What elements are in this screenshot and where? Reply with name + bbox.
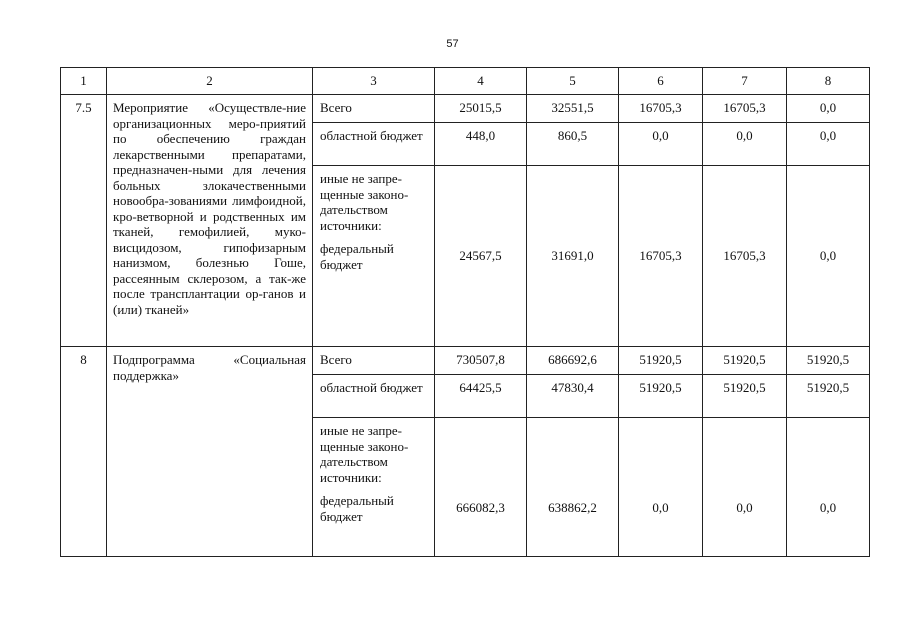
- source-label: областной бюджет: [313, 375, 435, 418]
- source-label: [313, 418, 435, 557]
- value-cell: 51920,5: [787, 375, 870, 418]
- value-cell: 16705,3: [619, 95, 703, 123]
- value-cell: 51920,5: [787, 347, 870, 375]
- value-cell: 0,0: [619, 123, 703, 166]
- other-sources-label: иные не запре-щенные законо-дательством источники:: [320, 423, 409, 485]
- page-number: 57: [446, 38, 459, 50]
- value-cell: 686692,6: [527, 347, 619, 375]
- value-cell: 0,0: [619, 418, 703, 557]
- value-cell: 0,0: [703, 418, 787, 557]
- row-number: 7.5: [61, 95, 107, 347]
- header-cell: 7: [703, 68, 787, 95]
- value-cell: 0,0: [787, 95, 870, 123]
- federal-label: федеральный бюджет: [320, 241, 394, 272]
- header-cell: 4: [435, 68, 527, 95]
- row-number: 8: [61, 347, 107, 557]
- value-cell: 860,5: [527, 123, 619, 166]
- header-cell: 6: [619, 68, 703, 95]
- value-cell: 0,0: [787, 166, 870, 347]
- table-row: [61, 347, 870, 375]
- source-label: Всего: [313, 347, 435, 375]
- value-cell: 730507,8: [435, 347, 527, 375]
- header-cell: 3: [313, 68, 435, 95]
- table-row: [61, 95, 870, 123]
- value-cell: 51920,5: [619, 347, 703, 375]
- value-cell: 51920,5: [619, 375, 703, 418]
- source-label: областной бюджет: [313, 123, 435, 166]
- value-cell: 16705,3: [703, 95, 787, 123]
- value-cell: 64425,5: [435, 375, 527, 418]
- value-cell: 51920,5: [703, 375, 787, 418]
- row-description: Мероприятие «Осуществле-ние организационных меро-приятий по обеспечению граждан лекарственными препаратами, предназначен-ными для лечения больных злокачественными новообра-зованиями лимфоидной, кро-ветворной и родственных им тканей, гемофилией, муко-висцидозом, гипофизарным нанизмом, болезнью Гоше, рассеянным склерозом, а так-же после трансплантации ор-ганов и (или) тканей»: [107, 95, 313, 347]
- value-cell: 0,0: [787, 123, 870, 166]
- row-description: Подпрограмма «Социальная поддержка»: [107, 347, 313, 557]
- value-cell: 448,0: [435, 123, 527, 166]
- other-sources-label: иные не запре-щенные законо-дательством источники:: [320, 171, 409, 233]
- value-cell: 47830,4: [527, 375, 619, 418]
- budget-table: [60, 67, 870, 557]
- value-cell: 0,0: [787, 418, 870, 557]
- federal-label: федеральный бюджет: [320, 493, 394, 524]
- value-cell: 31691,0: [527, 166, 619, 347]
- source-label: Всего: [313, 95, 435, 123]
- value-cell: 16705,3: [703, 166, 787, 347]
- header-cell: 8: [787, 68, 870, 95]
- value-cell: 638862,2: [527, 418, 619, 557]
- value-cell: 0,0: [703, 123, 787, 166]
- header-row: [61, 68, 870, 95]
- value-cell: 24567,5: [435, 166, 527, 347]
- header-cell: 5: [527, 68, 619, 95]
- value-cell: 16705,3: [619, 166, 703, 347]
- value-cell: 32551,5: [527, 95, 619, 123]
- source-label: [313, 166, 435, 347]
- header-cell: 2: [107, 68, 313, 95]
- value-cell: 666082,3: [435, 418, 527, 557]
- value-cell: 25015,5: [435, 95, 527, 123]
- header-cell: 1: [61, 68, 107, 95]
- value-cell: 51920,5: [703, 347, 787, 375]
